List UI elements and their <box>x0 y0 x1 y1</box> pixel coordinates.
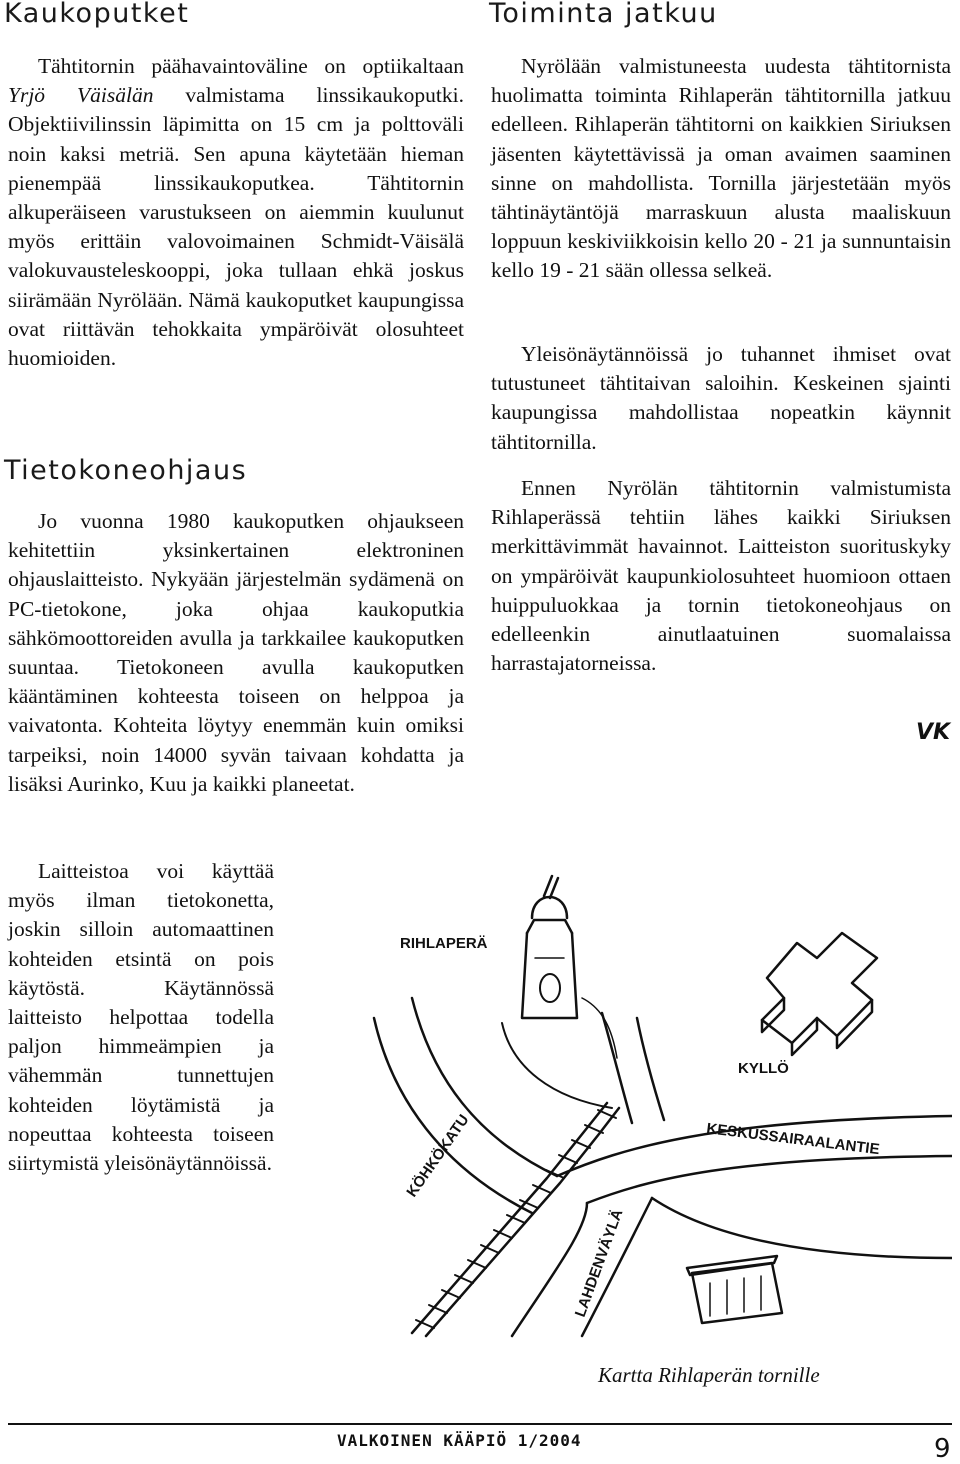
observatory-tower <box>502 876 617 1108</box>
author-signature: VK <box>916 720 951 745</box>
paragraph-laitteisto: Laitteistoa voi käyttää myös ilman tietokonetta, joskin silloin automaattinen kohteiden etsintä on pois käytöstä. Käytännössä laitteisto helpottaa todella paljon himmeämpien ja vähemmän tunnettujen kohteiden löytämistä ja nopeuttaa kohteesta toiseen siirtymistä yleisönäytännöissä. <box>8 859 274 1176</box>
text-segment: Tähtitornin päähavaintoväline on optiikaltaan <box>38 54 464 78</box>
access-road <box>602 1013 664 1123</box>
section-heading-toiminta-jatkuu: Toiminta jatkuu <box>489 0 718 29</box>
map-label-rihlapera: RIHLAPERÄ <box>400 935 488 952</box>
map-label-kyllo: KYLLÖ <box>738 1060 789 1077</box>
paragraph-toiminta-1: Nyrölään valmistuneesta uudesta tähtitornista huolimatta toiminta Rihlaperän tähtitornilla jatkuu edelleen. Rihlaperän tähtitorni on kaikkien Siriuksen jäsenten käytettävissä ja oman avaimen saaminen sinne on mahdollista. Tornilla järjestetään myös tähtinäytäntöjä marraskuun alusta maaliskuun loppuun keskiviikkoisin kello 20 - 21 ja sunnuntaisin kello 19 - 21 sään ollessa selkeä. <box>491 54 951 283</box>
map-label-keskussairaalantie: KESKUSSAIRAALANTIE <box>705 1120 881 1159</box>
map-label-kohkokatu: KÖHKÖKATU <box>403 1111 473 1201</box>
paragraph-toiminta-3: Ennen Nyrölän tähtitornin valmistumista Rihlaperässä tehtiin lähes kaikki Siriuksen merkittävimmät havainnot. Laitteiston suorituskyky on ympäröivät kaupunkiolosuhteet huomioon ottaen huippuluokkaa ja tornin tietokoneohjaus on edelleenkin ainutlaatuinen suomalaissa harrastajatorneissa. <box>491 476 951 676</box>
section-heading-tietokoneohjaus: Tietokoneohjaus <box>4 455 248 486</box>
building-small <box>687 1256 782 1323</box>
road-kohkokatu <box>374 998 557 1213</box>
map-illustration <box>372 858 952 1338</box>
magazine-title: VALKOINEN KÄÄPIÖ 1/2004 <box>337 1431 582 1450</box>
page-number: 9 <box>934 1434 951 1464</box>
text-segment: valmistama linssikaukoputki. Objektiivilinssin läpimitta on 15 cm ja polttoväli noin kaksi metriä. Sen apuna käytetään hieman pienempää linssikaukoputkea. Tähtitornin alkuperäiseen varustukseen on aiemmin kuulunut myös erittäin valovoimainen Schmidt-Väisälä valokuvausteleskooppi, joka tullaan ehkä joskus siirämään Nyrölään. Nämä kaukoputket kaupungissa ovat riittävän tehokkaita ympäröivät olosuhteet huomioiden. <box>8 83 464 371</box>
paragraph-tietokoneohjaus: Jo vuonna 1980 kaukoputken ohjaukseen kehitettiin yksinkertainen elektroninen ohjauslaitteisto. Nykyään järjestelmän sydämenä on PC-tietokone, joka ohjaa kaukoputkia sähkömoottoreiden avulla ja tarkkailee kaukoputken suuntaa. Tietokoneen avulla kaukoputken kääntäminen kohteesta toiseen on helppoa ja vaivatonta. Kohteita löytyy enemmän kuin omiksi tarpeiksi, noin 14000 syvän taivaan kohdatta ja lisäksi Aurinko, Kuu ja kaikki planeetat. <box>8 509 464 796</box>
section-heading-kaukoputket: Kaukoputket <box>4 0 190 29</box>
map-label-lahdenvayla: LAHDENVÄYLÄ <box>571 1207 627 1320</box>
paragraph-toiminta-2: Yleisönäytännöissä jo tuhannet ihmiset ovat tutustuneet tähtitaivan saloihin. Keskeinen sjainti kaupungissa mahdollistaa nopeatkin käynnit tähtitornilla. <box>491 342 951 454</box>
map-caption: Kartta Rihlaperän tornille <box>598 1363 820 1387</box>
footer-divider <box>8 1423 952 1425</box>
paragraph-kaukoputket <box>8 52 464 373</box>
person-name: Yrjö Väisälän <box>8 83 154 108</box>
building-kyllo <box>762 933 877 1055</box>
